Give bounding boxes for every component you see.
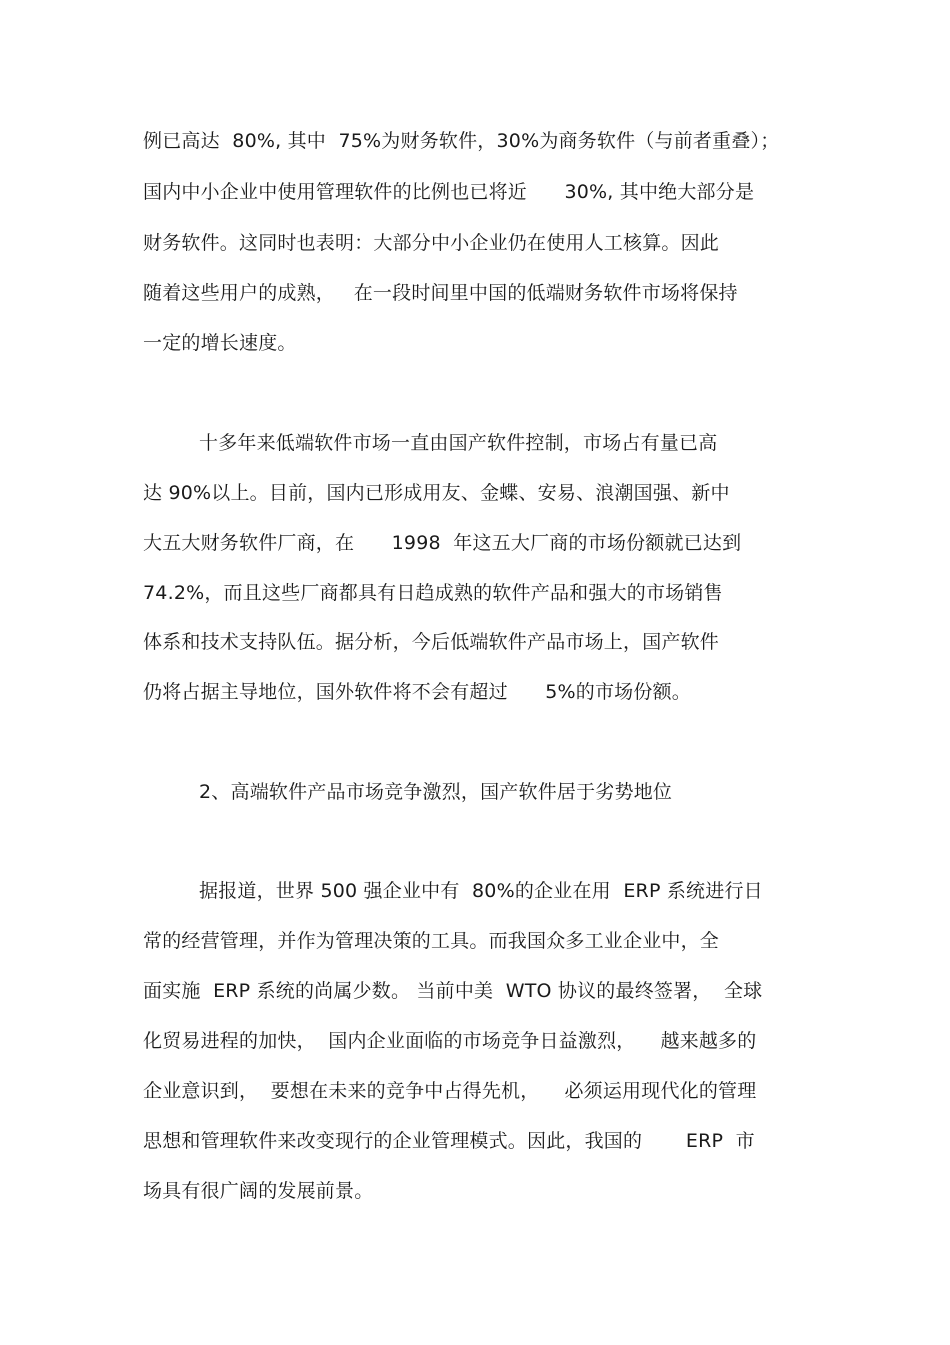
text-line: 十多年来低端软件市场一直由国产软件控制，市场占有量已高	[199, 432, 718, 454]
text-line: 例已高达 80%, 其中 75%为财务软件，30%为商务软件（与前者重叠）；	[143, 130, 780, 152]
text-line: 体系和技术支持队伍。据分析，今后低端软件产品市场上，国产软件	[143, 631, 720, 653]
text-line: 达 90%以上。目前，国内已形成用友、金蝶、安易、浪潮国强、新中	[143, 482, 730, 504]
text-line: 74.2%，而且这些厂商都具有日趋成熟的软件产品和强大的市场销售	[143, 582, 723, 604]
text-line: 仍将占据主导地位，国外软件将不会有超过 5%的市场份额。	[143, 681, 691, 703]
text-line: 面实施 ERP 系统的尚属少数。 当前中美 WTO 协议的最终签署， 全球	[143, 980, 763, 1002]
text-line: 财务软件。这同时也表明：大部分中小企业仍在使用人工核算。因此	[143, 232, 720, 254]
text-line: 思想和管理软件来改变现行的企业管理模式。因此，我国的 ERP 市	[143, 1130, 755, 1152]
text-line: 场具有很广阔的发展前景。	[143, 1180, 374, 1202]
text-line: 据报道，世界 500 强企业中有 80%的企业在用 ERP 系统进行日	[199, 880, 763, 902]
text-line: 企业意识到， 要想在未来的竞争中占得先机， 必须运用现代化的管理	[143, 1080, 757, 1102]
text-line: 大五大财务软件厂商，在 1998 年这五大厂商的市场份额就已达到	[143, 532, 742, 554]
text-line: 一定的增长速度。	[143, 332, 297, 354]
heading-text: 2、高端软件产品市场竞争激烈，国产软件居于劣势地位	[199, 781, 673, 803]
text-line: 国内中小企业中使用管理软件的比例也已将近 30%, 其中绝大部分是	[143, 181, 755, 203]
text-line: 化贸易进程的加快， 国内企业面临的市场竞争日益激烈， 越来越多的	[143, 1030, 757, 1052]
text-line: 常的经营管理，并作为管理决策的工具。而我国众多工业企业中，全	[143, 930, 720, 952]
text-line: 随着这些用户的成熟， 在一段时间里中国的低端财务软件市场将保持	[143, 282, 738, 304]
